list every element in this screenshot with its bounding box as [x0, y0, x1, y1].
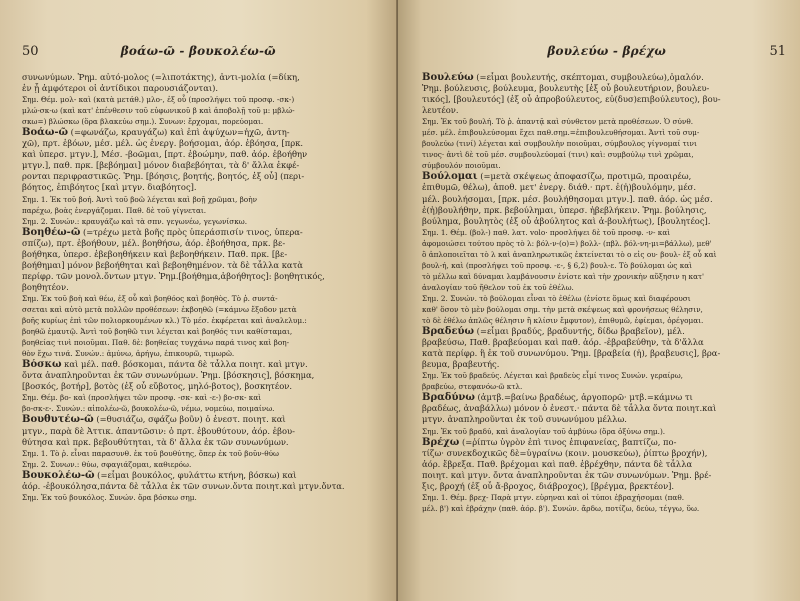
dictionary-entry-line — [22, 227, 380, 238]
text-line — [22, 437, 380, 448]
note-line — [22, 116, 380, 127]
dictionary-entry-line — [22, 414, 380, 425]
note-line — [22, 348, 380, 359]
line-text: βοήθηκα, ὑπερσ. ἐβεβοηθήκειν καὶ βεβοηθήκειν. Παθ. πρκ. [βε- — [22, 248, 288, 259]
note-line — [422, 149, 786, 160]
line-text: τὸ δὲ ἐθέλω ἁπλῶς θέλησιν ἢ κλίσιν ἔμφυτον), ἐπιθυμῶ, ἐφίεμαι, ὀρέγομαι. — [422, 316, 704, 326]
line-text: τινος· ἀντὶ δὲ τοῦ μέσ. συμβουλεύομαί (τινι) καὶ: συμβούλῳ τινὶ χρῶμαι, — [422, 150, 694, 160]
line-text: μτγν.], παθ. πρκ. [βεβόημαι] μόνον διαβεβόηται, τὰ δ' ἄλλα ἐκφέ- — [22, 160, 300, 171]
headword: Βουθυτέω-ῶ — [22, 414, 94, 426]
line-text: Σημ. 1. Θέμ. βρεχ- Παρὰ μτγν. εὑρηναι καὶ οἱ τύποι ἐβραχήσομαι (παθ. — [422, 492, 685, 502]
line-text: βραβεύσω, Παθ. βραβεύομαι καὶ παθ. ἀόρ. -ἐβραβεύθην, τὰ δ'ἄλλα — [422, 337, 704, 348]
dictionary-entry-line — [422, 72, 786, 83]
headword: Βρέχω — [422, 436, 460, 448]
page-number: 50 — [22, 44, 39, 59]
headword: Βουκολέω-ῶ — [22, 469, 95, 481]
note-line — [22, 304, 380, 315]
line-text: βραβεύω, στεφανόω-ῶ κτλ. — [422, 382, 523, 392]
note-line — [422, 238, 786, 249]
line-text: βοῆς κυρίως ἐπὶ τῶν πολιορκουμένων κλ.) Τὸ μέσ. ἐκφέρεται καὶ ἀναλελυμ.: — [22, 316, 307, 326]
text-line — [22, 182, 380, 193]
text-line — [22, 249, 380, 260]
dictionary-entry-line — [422, 392, 786, 403]
line-text: ἐν ᾗ ἀμφότεροι οἱ ἀντίδικοι παρουσιάζονται). — [22, 83, 219, 94]
line-text: βουλ-ή, καὶ (προσλήψει τοῦ προσφ. -ε-, § 6,2) βουλ-ε. Τὸ βούλομαι ὡς καὶ — [422, 260, 693, 270]
page-number: 51 — [769, 44, 786, 59]
note-line — [422, 260, 786, 271]
note-line — [22, 337, 380, 348]
line-text: (=εἶμαι βουκόλος, φυλάττω κτήνη, βόσκω) καὶ — [94, 469, 297, 480]
headword: Βραδεύω — [422, 326, 475, 338]
left-page-header — [22, 44, 380, 72]
note-line — [422, 227, 786, 238]
line-text: Σημ. 1. Τὸ ῥ. εἶναι παρασυνθ. ἐκ τοῦ βουθύτης, ὅπερ ἐκ τοῦ βοῦν-θύω — [22, 448, 279, 458]
note-line — [422, 138, 786, 149]
line-text: βο-σκ-ε-. Συνών.: αἰπολέω-ῶ, βουκολέω-ῶ, νέμω, νομεύω, ποιμαίνω. — [22, 404, 275, 414]
note-line — [422, 127, 786, 138]
note-line — [22, 194, 380, 205]
note-line — [422, 116, 786, 127]
line-text: Σημ. Ἐκ τοῦ βοὴ καὶ θέω, ἐξ οὗ καὶ βοηθόος καὶ βοηθὸς. Τὸ ῥ. συντά- — [22, 293, 278, 303]
right-page-header — [422, 44, 786, 72]
line-text: κατὰ περίφρ. ἢ ἐκ τοῦ συνωνύμου. Ῥημ. [βραβεία (ἡ), βραβευσις], βρα- — [422, 348, 721, 359]
headword: Βοηθέω-ῶ — [22, 226, 81, 238]
line-text: Σημ. Ἐκ τοῦ βουκόλος. Συνών. ὅρα βόσκω σημ. — [22, 492, 197, 502]
note-line — [422, 503, 786, 514]
line-text: Σημ. 2. Συνών.: κραυγάζω καὶ τὰ σπν. γεγωνέω, γεγωνίσκω. — [22, 216, 248, 226]
text-line — [22, 83, 380, 94]
line-text: ὄντα ἀναπληροῦνται ἐκ τῶν συνωνύμων. Ῥημ. [βόσκησις], βόσκημα, — [22, 370, 315, 381]
line-text: βούλημα, βουλητὸς (ἐξ οὗ ἀβούλητος καὶ ἀ-βουλήτως), [βουλητέος]. — [422, 215, 711, 226]
line-text: Σημ. Ἐκ τοῦ βραδύ, καὶ ἀναλογίαν τοῦ ἀμβύνω (ὅρα ὀξύνω σημ.). — [422, 426, 666, 436]
line-text: σύμβουλόν ποιοῦμαι. — [422, 161, 501, 171]
text-line — [22, 271, 380, 282]
text-line — [422, 337, 786, 348]
text-line — [22, 72, 380, 83]
line-text: μέλ. β') καὶ ἐβράχην (παθ. ἀόρ. β'). Συνών. ἄρδω, ποτίζω, δεύω, τέγγω, ὕω. — [422, 503, 700, 513]
note-line — [422, 271, 786, 282]
note-line — [22, 293, 380, 304]
left-page — [0, 0, 398, 601]
text-line — [422, 459, 786, 470]
note-line — [22, 403, 380, 414]
text-line — [22, 381, 380, 392]
line-text: σπίζω), πρτ. ἐβοήθουν, μέλ. βοηθήσω, ἀόρ. ἐβοήθησα, πρκ. βε- — [22, 237, 286, 248]
text-line — [22, 426, 380, 437]
line-text: (ἀμτβ.=βαίνω βραδέως, ἀργοπορῶ· μτβ.=κάμνω τι — [474, 392, 693, 403]
line-text: (=ῥίπτω ὑγρὸν ἐπὶ τινος ἐπιφανείας, βαπτίζω, πο- — [459, 436, 677, 447]
text-line — [22, 481, 380, 492]
line-text: Σημ. Θέμ. βο- καὶ (προσλήψει τῶν προσφ. -σκ- καὶ -ε-) βο-σκ- καὶ — [22, 393, 262, 403]
line-text: σκω=) βλώσκω (ὅρα βλακεύω σημ.). Συνων: ἔρχομαι, πορεύομαι. — [22, 117, 264, 127]
line-text: βευμα, βραβευτής. — [422, 359, 500, 370]
line-text: βοηθείας τινὶ ποιοῦμαι. Παθ. δὲ: βοηθείας τυγχάνω παρά τινος καὶ βοη- — [22, 338, 290, 348]
text-line — [422, 94, 786, 105]
line-text: καθ' ὅσον τὸ μὲν βούλομαι σημ. τὴν μετὰ σκέψεως καὶ φρονήσεως θέλησιν, — [422, 304, 703, 314]
text-line — [22, 138, 380, 149]
line-text: ποιητ. καὶ μτγν. ὄντα ἀναπληροῦνται ἐκ τῶν συνωνύμων. Ῥημ. βρέ- — [422, 469, 712, 480]
note-line — [422, 426, 786, 437]
line-text: Σημ. Ἐκ τοῦ βραδεύς. Λέγεται καὶ βραδεὺς εἶμί τινος Συνών. γεραίρω, — [422, 371, 683, 381]
text-line — [422, 83, 786, 94]
line-text: ἐπιθυμῶ, θέλω), ἀποθ. μετ' ἐνεργ. διάθ.· πρτ. ἐ(ἠ)βουλόμην, μέσ. — [422, 182, 697, 193]
line-text: (=τρέχω μετὰ βοῆς πρὸς ὑπεράσπισίν τινος, ὑπερα- — [80, 226, 303, 237]
line-text: τίζω· συνεκδοχικῶς δὲ=ὑγραίνω (κοιν. μουσκεύω), ῥίπτω βροχήν), — [422, 447, 708, 458]
line-text: βόητος, ἐπιβόητος [καὶ μτγν. διαβόητος]. — [22, 182, 197, 193]
line-text: σσεται καὶ αὐτὸ μετὰ πολλῶν προθέσεων: ἐκβοηθῶ (=κάμνω ἔξοδον μετὰ — [22, 304, 297, 314]
headword: Βουλεύω — [422, 72, 474, 83]
note-line — [22, 448, 380, 459]
dictionary-entry-line — [422, 171, 786, 182]
note-line — [22, 105, 380, 116]
line-text: βοήθημαι] μόνον βεβοήθηται καὶ βεβοηθημένον. τὰ δὲ τἆλλα κατὰ — [22, 259, 303, 270]
line-text: (=φωνάζω, κραυγάζω) καὶ ἐπὶ ἀψύχων=ἠχῶ, ἀντη- — [68, 127, 290, 138]
right-page — [398, 0, 800, 601]
line-text: ἀόρ. ἔβρεξα. Παθ. βρέχομαι καὶ παθ. ἐβρέχθην, πάντα δὲ τἆλλα — [422, 458, 693, 469]
line-text: ἀόρ. -ἐβουκόλησα,πάντα δὲ τἆλλα ἐκ τῶν συνων.ὄντα ποιητ.καὶ μτγν.ὄντα. — [22, 480, 345, 491]
line-text: ὃ ἀπλοποιεῖται τὸ λ καὶ ἀναπληρωτικῶς ἐκτείνεται τὸ ο εἰς ου· βουλ- ἐξ οὗ καὶ — [422, 249, 717, 259]
line-text: μτγν., παρὰ δὲ Ἀττικ. ἀπαντῶσιν: ὁ πρτ. ἐβουθύτουν, ἀόρ. ἐβου- — [22, 425, 295, 436]
text-line — [22, 282, 380, 293]
note-line — [422, 304, 786, 315]
dictionary-entry-line — [422, 326, 786, 337]
note-line — [22, 216, 380, 227]
line-text: συνωνύμων. Ῥημ. αὐτό-μολος (=λιποτάκτης), ἀντι-μολία (=δίκη, — [22, 72, 300, 82]
note-line — [22, 94, 380, 105]
text-line — [422, 205, 786, 216]
line-text: (=εἶμαι βραδύς, βραδυντής, δίδω βραβεῖον), μέλ. — [474, 326, 685, 337]
text-line — [22, 370, 380, 381]
note-line — [422, 370, 786, 381]
line-text: (=θυσιάζω, σφάζω βοῦν) ὁ ἐνεστ. ποιητ. καὶ — [93, 414, 286, 425]
text-line — [422, 216, 786, 227]
note-line — [422, 492, 786, 503]
dictionary-entry-line — [22, 470, 380, 481]
note-line — [422, 293, 786, 304]
line-text: τὸ μέλλω καὶ δύναμαι λαμβάνουσιν ἐνίοτε καὶ τὴν χρονικὴν αὔξησιν η κατ' — [422, 271, 705, 281]
text-line — [422, 414, 786, 425]
line-text: Σημ. 1. Θέμ. (βολ-) παθ. λατ. volo· προσλήψει δὲ τοῦ προσφ. -ν- καὶ — [422, 227, 671, 237]
line-text: Σημ. Θέμ. μολ- καὶ (κατὰ μετάθ.) μλο-, ἐξ οὗ (προσλήψει τοῦ προσφ. -σκ-) — [22, 95, 295, 105]
note-line — [22, 315, 380, 326]
note-line — [22, 205, 380, 216]
running-head: βουλεύω - βρέχω — [547, 44, 667, 58]
running-head: βοάω-ῶ - βουκολέω-ῶ — [120, 44, 276, 58]
text-line — [422, 194, 786, 205]
note-line — [422, 381, 786, 392]
headword: Βούλομαι — [422, 171, 478, 183]
line-text: [βοσκός, βοτήρ], βοτὸς (ἐξ οὗ εὔβοτος, μηλό-βοτος), βοσκητέον. — [22, 381, 293, 392]
note-line — [22, 492, 380, 503]
dictionary-entry-line — [22, 359, 380, 370]
note-line — [422, 282, 786, 293]
text-line — [422, 348, 786, 359]
line-text: καὶ μέλ. παθ. βόσκομαι, πάντα δὲ τἆλλα ποιητ. καὶ μτγν. — [61, 359, 308, 370]
text-line — [22, 149, 380, 160]
note-line — [22, 392, 380, 403]
note-line — [422, 315, 786, 326]
line-text: ἀναλογίαν τοῦ ἤθελον τοῦ ἐκ τοῦ ἐθέλω. — [422, 282, 574, 292]
line-text: χῶ), πρτ. ἐβόων, μέσ. μέλ. ὡς ἐνεργ. βοήσομαι, ἀόρ. ἐβόησα, [πρκ. — [22, 138, 304, 149]
line-text: βοηθητέον. — [22, 281, 69, 292]
line-text: βουλεύω (τινί) λέγεται καὶ συμβουλὴν ποιοῦμαι, σύμβουλος γίγνομαί τινι — [422, 139, 697, 149]
text-line — [22, 260, 380, 271]
line-text: μτγν. ἀναπληροῦνται ἐκ τοῦ συνωνύμου μέλλω. — [422, 414, 627, 425]
line-text: Σημ. 1. Ἐκ τοῦ βοή. Ἀντὶ τοῦ βοῶ λέγεται καὶ βοῇ χρῶμαι, βοὴν — [22, 194, 258, 204]
note-line — [422, 160, 786, 171]
text-line — [422, 182, 786, 193]
text-line — [22, 171, 380, 182]
line-text: μέσ. μέλ. ἐπιβουλεύσομαι ἔχει παθ.σημ.=ἐπιβουλευθήσομαι. Ἀντὶ τοῦ συμ- — [422, 128, 700, 138]
line-text: θύτησα καὶ πρκ. βεβουθύτηται, τὰ δ' ἄλλα ἐκ τῶν συνωνύμων. — [22, 436, 289, 447]
headword: Βραδύνω — [422, 392, 475, 404]
line-text: ρονται περιφραστικῶς. Ῥημ. [βόησις, βοητής, βοητός, ἐξ οὗ] (περι- — [22, 171, 305, 182]
line-text: βραδέως, ἀναβάλλω) μόνον ὁ ἐνεστ.· πάντα δὲ τἆλλα ὄντα ποιητ.καὶ — [422, 403, 717, 414]
text-line — [422, 105, 786, 116]
line-text: μλώ-σκ-ω (καὶ κατ' ἐπένθεσιν τοῦ εὐφωνικοῦ β καὶ ἀποβολῇ τοῦ μ: μβλώ- — [22, 106, 295, 116]
headword: Βόσκω — [22, 359, 62, 371]
line-text: (=εἶμαι βουλευτής, σκέπτομαι, συμβουλεύω),ὁμαλόν. — [473, 72, 704, 82]
line-text: Ῥημ. βούλευσις, βούλευμα, βουλευτὴς [ἐξ οὗ βουλευτήριον, βουλευ- — [422, 83, 710, 94]
line-text: ξις, βροχή (ἐξ οὗ ἄ-βροχος, διάβροχος), [βρέγμα, βρεκτέον]. — [422, 480, 675, 491]
line-text: περίφρ. τῶν μονολ.ὄντων μτγν. Ῥημ.[βοήθημα,ἀβοήθητος]: βοηθητικός, — [22, 270, 325, 281]
headword: Βοάω-ῶ — [22, 127, 69, 139]
dictionary-entry-line — [422, 437, 786, 448]
line-text: καὶ ὑπερσ. μτγν.], Μέσ. -βοῶμαι, [πρτ. ἐβοώμην, παθ. ἀόρ. ἐβοήθην — [22, 149, 308, 160]
text-line — [22, 160, 380, 171]
left-page-text — [22, 72, 380, 503]
note-line — [422, 249, 786, 260]
text-line — [422, 359, 786, 370]
text-line — [422, 403, 786, 414]
right-page-text — [422, 72, 786, 514]
note-line — [22, 326, 380, 337]
line-text: λευτέον. — [422, 105, 459, 116]
line-text: θὸν ἔχω τινά. Συνών.: ἀμύνω, ἀρήγω, ἐπικουρῶ, τιμωρῶ. — [22, 349, 235, 359]
line-text: (=μετὰ σκέψεως ἀποφασίζω, προτιμῶ, προαιρέω, — [477, 171, 692, 182]
line-text: τικός], [βουλευτός] (ἐξ οὗ ἀπροβούλευτος, εὐ(δυσ)επιβούλευτος), βου- — [422, 94, 721, 105]
line-text: παρέχω, βοὰς ἐνεργάζομαι. Παθ. δὲ τοῦ γίγνεται. — [22, 205, 207, 215]
line-text: ἀφομοιώσει τούτου πρὸς τὸ λ: βόλ-ν-(ο)=) βολλ- (πβλ. βόλ-νη-μι=βάλλω), μεθ' — [422, 238, 712, 248]
line-text: ἐ(ἠ)βουλήθην, πρκ. βεβούλημαι, ὑπερσ. ἠβεβλήκειν. Ῥημ. βούλησις, — [422, 204, 707, 215]
text-line — [422, 448, 786, 459]
line-text: Σημ. 2. Συνών. τὸ βούλομαι εἶναι τὸ ἐθέλω (ἐνίοτε ὅμως καὶ διαφέρουσι — [422, 293, 691, 303]
text-line — [22, 238, 380, 249]
line-text: βοηθῶ ἐμαυτῷ. Ἀντὶ τοῦ βοηθῶ τινι λέγεται καὶ βοηθός τινι καθίσταμαι, — [22, 327, 293, 337]
note-line — [22, 459, 380, 470]
line-text: Σημ. 2. Συνων.: θύω, σφαγιάζομαι, καθιερόω. — [22, 459, 192, 469]
text-line — [422, 470, 786, 481]
line-text: μέλ. βουλήσομαι, [πρκ. μέσ. βουλήθησομαι μτγν.]. παθ. ἀόρ. ὡς μέσ. — [422, 193, 713, 204]
dictionary-entry-line — [22, 127, 380, 138]
text-line — [422, 481, 786, 492]
line-text: Σημ. Ἐκ τοῦ βουλή. Τὸ ῥ. ἁπαντᾷ καὶ σύνθετον μετὰ προθέσεων. Ὁ σύνθ. — [422, 117, 694, 127]
